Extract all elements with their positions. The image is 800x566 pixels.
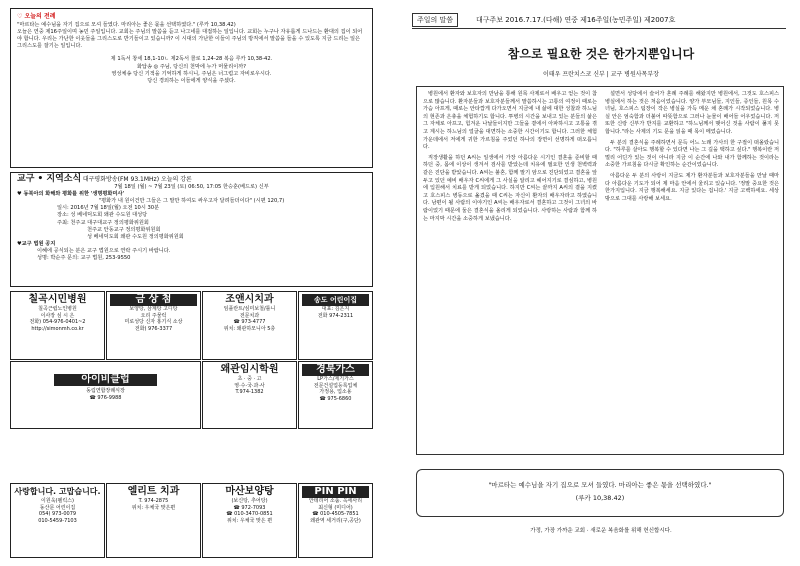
ad-ivy-club: [10, 361, 201, 429]
issue-info: 대구주보 2016.7.17.(다해) 연중 제16주일(농민주일) 제2007호: [476, 16, 676, 24]
news-line: 성명: 박순주 문의: 교구 법원, 253-9550: [37, 255, 131, 262]
news-line: 주최: 천주교 대구대교구 정의평화위원회: [57, 219, 149, 226]
news-line: "평화가 내 원이건만 그들은 그 말만 하여도 싸우고자 달려들더이다" (시편 120,7): [98, 198, 285, 205]
liturgy-heading: ♡ 오늘의 전례: [17, 13, 56, 20]
homily-column-right: [605, 91, 779, 206]
ad-line: ☎ 976-9988: [89, 394, 122, 401]
paragraph: 아름다운 두 분의 사랑이 지금도 제가 환자분들과 보호자분들을 만날 때마다 아름다운 기도가 되어 제 마음 안에서 울리고 있습니다. '정말 중요한 것은 한가지입니다. 지금 행복해세요. 지금 있다는 겁니다.' 지금 고백하세요. 세상 밖으로 그대를 사랑해 보세요.: [605, 172, 779, 202]
ad-line: 이사장 심 시 은: [40, 312, 75, 319]
ad-line: ☎ 972-7093: [233, 504, 266, 511]
reading-line: 당신 경외하는 이들에게 양식을 주셨다.: [147, 77, 236, 84]
ad-line: 동림연합장례식장: [86, 388, 125, 394]
ad-line: 전화) 976-3377: [134, 325, 173, 332]
ad-name: 경북가스: [302, 364, 369, 376]
ad-line: http://simonmh.co.kr: [31, 325, 84, 332]
ad-chilgok-hospital: [10, 291, 105, 360]
ad-line: 영·수·국·과·사: [234, 382, 265, 389]
ad-name: 왜관임시학원: [220, 364, 279, 375]
scripture-quote-box: [416, 469, 784, 517]
ad-kindergarten: [298, 291, 373, 360]
ad-line: (보신탕, 추어탕): [231, 498, 268, 504]
ad-line: 이원욱(펠릭스): [41, 498, 74, 504]
paragraph: 두 분의 결혼식을 주례하면서 문득 어느 노래 가사의 한 구절이 떠올랐습니다. "하루를 살아도 행복할 수 있다면 나는 그 길을 택하고 싶다." 행복이란 저 멀리 어딘가 있는 것이 아니라 지금 이 순간에 나와 내가 함께하는 것이라는 소중한 가르침을 다시금 확인하는 순간이었습니다.: [605, 139, 779, 169]
ad-line: 위치: 우체국 맞은편: [131, 504, 176, 511]
ad-line: ☎ 973-4777: [233, 319, 266, 326]
ad-line: 010-5459-7103: [38, 517, 77, 524]
quote-reference: (루카 10,38.42): [575, 494, 625, 502]
paragraph: 직장생활을 하던 A씨는 일생에서 가장 아름다운 시기인 결혼을 준비할 때 하던 중, 몸에 이상이 생겨서 검사를 받았는데 치유에 필요한 인생 천벽력과 같은 진단을 받았습니다. A씨는 불혼, 함께 말기 암으로 진단되었고 결혼을 앞두고 있던 예비 배우자 C씨에게 그 사실을 알리고 헤어지기로 결심하고, 병원에 입원해서 치료를 받게 되었습니다. 하지만 C씨는 끝까지 A씨의 곁을 지켰고 호스피스 병동으로 옮겼을 때 C씨는 자신이 환자의 배우자라고 하였습니다. 남편이 될 사람의 이야기인 A씨는 배우자로서 결혼하고 그것이 그녀의 바람이었기 때문에 둘은 결혼식을 올리게 되었습니다. 사랑하는 사람과 함께 하는 마지막 시간을 소중하게 보냈습니다.: [423, 154, 597, 222]
ad-line: 동산문 어린이집: [39, 504, 76, 511]
ad-name: 아이비클럽: [54, 374, 157, 386]
ad-line: 전화 974-2311: [317, 312, 354, 319]
ad-line: T.974-1382: [235, 389, 264, 396]
homily-column-left: [423, 91, 597, 226]
ad-line: 칠곡근립노인병원: [38, 306, 77, 312]
ad-name: PIN PIN: [302, 486, 369, 498]
ad-name: 엘리트 치과: [127, 486, 180, 497]
ad-line: 위치: 우체국 맞은 편: [226, 517, 273, 524]
news-subtitle: 대구평화방송(FM 93.1MHz) 오늘의 강론: [82, 176, 192, 183]
ad-name: 송도 어린이집: [302, 294, 369, 306]
news-line: 장소: 성 베네딕도회 왜관 수도원 대성당: [57, 212, 148, 219]
news-line: 일시: 2016년 7월 18일(월) 오전 10시 30분: [57, 205, 160, 212]
ad-line: ☎ 010-3470-0851: [226, 511, 273, 518]
section-label: 주일의 말씀: [412, 13, 458, 27]
ad-name: 금 상 첨: [110, 294, 197, 306]
ad-line: 미로성당 신자 홍기식 소상: [124, 319, 183, 326]
ad-line: LP가스/제기가스: [317, 376, 354, 382]
ad-line: 초 · 중 · 고: [237, 376, 262, 382]
news-line: 이혜에 공식되는 분은 교구 법원으로 연락 주시기 바랍니다.: [37, 247, 171, 254]
homily-title: 참으로 필요한 것은 한가지뿐입니다: [507, 47, 695, 61]
ad-name: 사랑합니다. 고맙습니다.: [14, 487, 101, 496]
ad-line: 보양탕, 삼계탕 고디탕: [129, 306, 178, 312]
news-title: 교구 • 지역소식: [17, 174, 82, 184]
news-line: 성 베네딕도회 왜관 수도원 정의평화위원회: [87, 233, 184, 240]
ad-academy: [202, 361, 297, 429]
ad-line: 전문건설업등록업체: [313, 382, 358, 389]
diocese-news-box: [10, 172, 373, 287]
news-line: ♥교구 법원 공지: [17, 240, 56, 247]
news-line: 천주교 안동교구 정의평화위원회: [87, 226, 161, 233]
ad-line: 최신형 (미디어): [318, 504, 353, 511]
ad-line: T. 974-2875: [138, 498, 169, 504]
ad-name: 마산보양탕: [225, 486, 274, 497]
ad-name: 칠곡시민병원: [28, 294, 87, 305]
ad-thankyou: [10, 483, 105, 558]
ad-line: 안테리어 소품. 옥세사리: [308, 498, 363, 504]
ad-line: 왜관역 세거리(구,공단): [310, 517, 361, 524]
ad-line: ☎ 010-4505-7851: [312, 511, 359, 518]
reading-line: 화답송 ◎ 주님, 당신의 천막에 누가 머물리이까?: [136, 63, 247, 70]
ad-elite-dental: [106, 483, 201, 558]
reading-line: 제 1독서 창세 18,1-10ㄴ 제2독서 콜로 1,24-28 복음 루카 10,38-42.: [110, 56, 273, 63]
paragraph: 병원에서 환자와 보호자의 만남을 통해 원목 사제로서 배우고 얻는 것이 참으로 많습니다. 환자분들과 보호자분들께서 말씀하시는 고통의 여정이 때로는 가슴 아프게, 때로는 안타깝게 다가오면서 지금에 내 삶에 대한 성찰과 하느님의 현존과 은총을 체험하기도 합니다. 투병의 시간을 보내고 있는 분들의 삶은 그 자체로 아프고, 힘겨운 나날들이지만 그들을 곁에서 아파하시고 고통을 겪고 계시는 하느님의 얼굴을 대면하는 소중한 시간이기도 합니다. 그러한 체험 가운데에서 저에게 귀한 가르침을 주었던 하나의 장면이 선명하게 떠오릅니다.: [423, 91, 597, 151]
ad-gas: [298, 361, 373, 429]
ad-line: 대표: 김은지: [321, 306, 350, 312]
ad-name: 조앤시치과: [225, 294, 274, 305]
right-page: [402, 0, 800, 566]
ad-line: 위치: 왜관하모니아 5층: [223, 325, 276, 332]
ad-line: ☎ 975-6860: [319, 395, 352, 402]
ad-line: 054) 973-0079: [38, 511, 77, 518]
todays-liturgy-box: [10, 8, 373, 168]
ad-restaurant: [106, 291, 201, 360]
liturgy-body: 오늘은 연중 제16주일이며 농민 주일입니다. 교회는 주님의 말씀을 듣고 나그네를 대접하는 일입니다. 교회는 누구나 자유롭게 드나드는 환대의 집이 되어야 합니다. 우리는 가난한 이웃들을 그리스도로 반기들이고 있습니까? 이 시대의 가난한 이들이 주님의 방직에서 말씀을 들을 수 있도록 지금 드리는 일은 그리스도를 잘기는 일입니다.: [17, 29, 363, 50]
bulletin-header: [412, 12, 786, 29]
ad-line: 임플란트/심미보철/틀니: [223, 306, 276, 312]
readings-block: [17, 56, 366, 84]
ad-pinpin: [298, 483, 373, 558]
liturgy-intro: "마르타는 예수님을 자기 집으로 모셔 들였다. 마리아는 좋은 몫을 선택하였다." (루카 10,38.42): [17, 22, 236, 29]
ad-line: 전화) 054-976-0401~2: [29, 319, 86, 326]
quote-text: "마르타는 예수님을 자기 집으로 모셔 들였다. 마리아는 좋은 몫을 선택하였다.": [488, 481, 712, 489]
left-page: [0, 0, 398, 566]
news-line: ♥ 동북아의 화해와 평화를 위한 '생명평화미사': [17, 191, 125, 198]
footer-slogan: 가정, 가장 가까운 교회 · 새로운 복음화를 위해 헌신합시다.: [530, 528, 672, 534]
homily-body: [416, 86, 784, 455]
ad-dental: [202, 291, 297, 360]
reading-line: 영성체송 당신 기적을 기억하게 하시니, 주님은 너그럽고 자비로우시다.: [111, 70, 272, 77]
ad-line: 오리 주물럭: [140, 312, 167, 319]
ad-line: 가정용, 업소용: [319, 389, 352, 396]
homily-author: 이태우 프란치스코 신부 | 교구 병원사목부장: [543, 71, 659, 78]
paragraph: 설면서 성당에서 슬어가 혼례 주례를 해왔지만 병원에서, 그것도 호스피스 병실에서 하는 것은 처음이었습니다. 양가 부모님들, 지인들, 증인들, 원목 수녀님, 호스피스 팀장이 작은 병실을 가득 메운 채 혼례가 시작되었습니다. 병실 안은 엄숙함과 더불어 따뜻함으로 그러나 눈물이 배어들 어우었습니다. 저 또한 신랑 신부가 반지를 교환하고 "하느님께서 맺어신 것을 사람이 풀지 못합니다."라는 사제의 기도 문을 읽을 때 목이 메었습니다.: [605, 91, 779, 135]
ad-masan: [202, 483, 297, 558]
ad-line: 전문치과: [239, 312, 260, 319]
news-line: 7월 18일 (월) ~ 7월 23일 (토) 06:50, 17:05 한승훈(베드로) 신부: [114, 184, 269, 191]
